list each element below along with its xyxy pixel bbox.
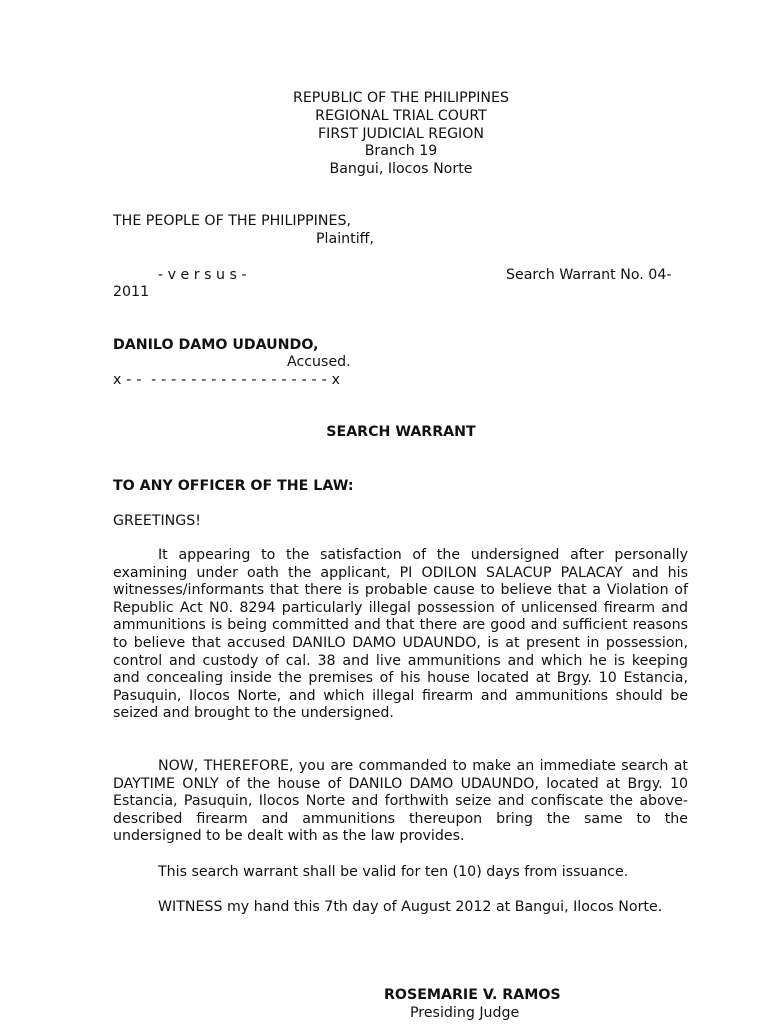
- body-paragraph-findings: It appearing to the satisfaction of the undersigned after personally examining under oath the applicant, PI ODILON SALACUP PALACAY and his witnesses/informants that there is probable cause to believe that a Violation of Republic Act N0. 8294 particularly illegal possession of unlicensed firearm and ammunitions is being committed and that there are good and sufficient reasons to believe that accused DANILO DAMO UDAUNDO, is at present in possession, control and custody of cal. 38 and live ammunitions and which he is keeping and concealing inside the premises of his house located at Brgy. 10 Estancia, Pasuquin, Ilocos Norte, and which illegal firearm and ammunitions should be seized and brought to the undersigned.: [113, 547, 688, 722]
- body-paragraph-validity: This search warrant shall be valid for ten (10) days from issuance.: [158, 864, 629, 880]
- caption-divider: x - - - - - - - - - - - - - - - - - - - - x: [113, 372, 341, 388]
- case-number: Search Warrant No. 04-: [506, 267, 672, 283]
- court-header-rtc: REGIONAL TRIAL COURT: [315, 108, 487, 124]
- judge-title: Presiding Judge: [410, 1005, 520, 1021]
- addressee: TO ANY OFFICER OF THE LAW:: [113, 478, 354, 494]
- court-header-republic: REPUBLIC OF THE PHILIPPINES: [292, 90, 510, 106]
- case-number-year: 2011: [113, 284, 150, 300]
- judge-name: ROSEMARIE V. RAMOS: [384, 987, 561, 1003]
- plaintiff-role: Plaintiff,: [316, 231, 374, 247]
- versus-label: - v e r s u s -: [158, 267, 247, 283]
- body-paragraph-command: NOW, THEREFORE, you are commanded to make an immediate search at DAYTIME ONLY of the house of DANILO DAMO UDAUNDO, located at Brgy. 10 Estancia, Pasuquin, Ilocos Norte and forthwith seize and confiscate the above-described firearm and ammunitions thereupon bring the same to the undersigned to be dealt with as the law provides.: [113, 758, 688, 845]
- document-title: SEARCH WARRANT: [326, 424, 476, 440]
- court-header-region: FIRST JUDICIAL REGION: [317, 126, 485, 142]
- body-paragraph-witness: WITNESS my hand this 7th day of August 2012 at Bangui, Ilocos Norte.: [158, 899, 663, 915]
- court-header-branch: Branch 19: [364, 143, 438, 159]
- court-header-location: Bangui, Ilocos Norte: [329, 161, 473, 177]
- greeting: GREETINGS!: [113, 513, 201, 529]
- accused-role: Accused.: [287, 354, 351, 370]
- accused-name: DANILO DAMO UDAUNDO,: [113, 337, 319, 353]
- plaintiff-name: THE PEOPLE OF THE PHILIPPINES,: [113, 213, 351, 229]
